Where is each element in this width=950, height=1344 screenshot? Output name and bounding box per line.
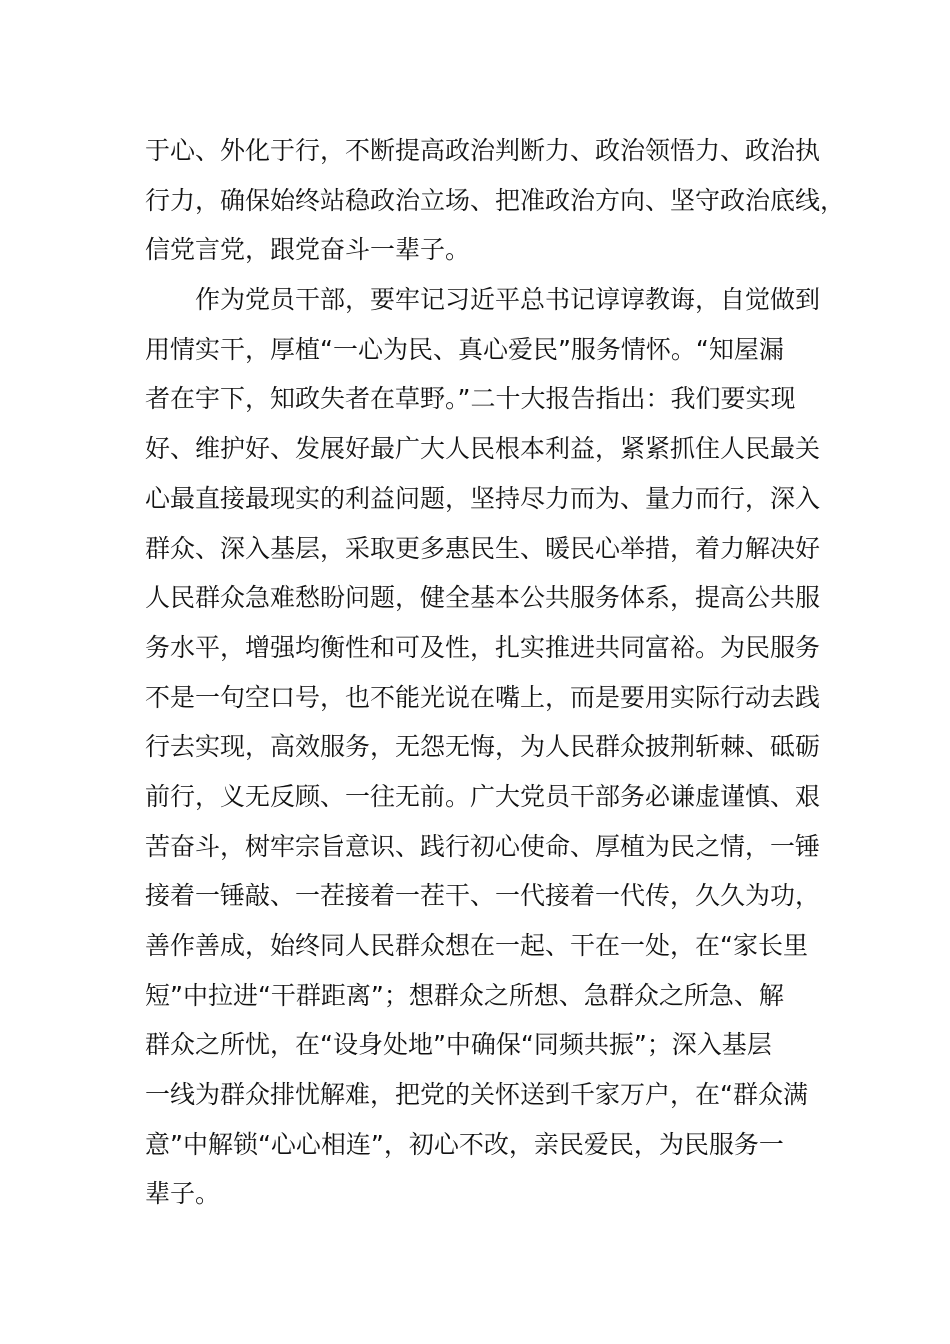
- text-line: 辈子。: [145, 1179, 221, 1209]
- text-line: 不是一句空口号，也不能光说在嘴上，而是要用实际行动去践: [145, 682, 821, 712]
- text-line: 作为党员干部，要牢记习近平总书记谆谆教诲，自觉做到: [195, 285, 821, 315]
- text-line: 信党言党，跟党奋斗一辈子。: [145, 235, 471, 265]
- text-line: 苦奋斗，树牢宗旨意识、践行初心使命、厚植为民之情，一锤: [145, 831, 821, 861]
- text-line: 善作善成，始终同人民群众想在一起、干在一处，在“家长里: [145, 931, 808, 960]
- text-line: 群众之所忧，在“设身处地”中确保“同频共振”；深入基层: [145, 1030, 772, 1060]
- text-line: 好、维护好、发展好最广大人民根本利益，紧紧抓住人民最关: [145, 434, 821, 464]
- text-line: 接着一锤敲、一茬接着一茬干、一代接着一代传，久久为功，: [145, 881, 821, 911]
- text-line: 行去实现，高效服务，无怨无悔，为人民群众披荆斩棘、砥砺: [145, 732, 821, 762]
- text-line: 群众、深入基层，采取更多惠民生、暖民心举措，着力解决好: [145, 533, 821, 563]
- text-line: 行力，确保始终站稳政治立场、把准政治方向、坚守政治底线，: [145, 185, 846, 215]
- text-line: 一线为群众排忧解难，把党的关怀送到千家万户，在“群众满: [145, 1080, 808, 1110]
- text-line: 于心、外化于行，不断提高政治判断力、政治领悟力、政治执: [145, 136, 821, 165]
- text-line: 人民群众急难愁盼问题，健全基本公共服务体系，提高公共服: [145, 583, 821, 613]
- text-line: 者在宇下，知政失者在草野。”二十大报告指出：我们要实现: [145, 384, 796, 414]
- body-text: [145, 126, 846, 1219]
- text-line: 短”中拉进“干群距离”；想群众之所想、急群众之所急、解: [145, 980, 784, 1010]
- text-line: 前行，义无反顾、一往无前。广大党员干部务必谦虚谨慎、艰: [145, 781, 821, 811]
- text-line: 心最直接最现实的利益问题，坚持尽力而为、量力而行，深入: [145, 483, 821, 513]
- text-line: 意”中解锁“心心相连”，初心不改，亲民爱民，为民服务一: [145, 1129, 784, 1159]
- text-line: 用情实干，厚植“一心为民、真心爱民”服务情怀。“知屋漏: [145, 334, 784, 364]
- text-line: 务水平，增强均衡性和可及性，扎实推进共同富裕。为民服务: [145, 632, 821, 662]
